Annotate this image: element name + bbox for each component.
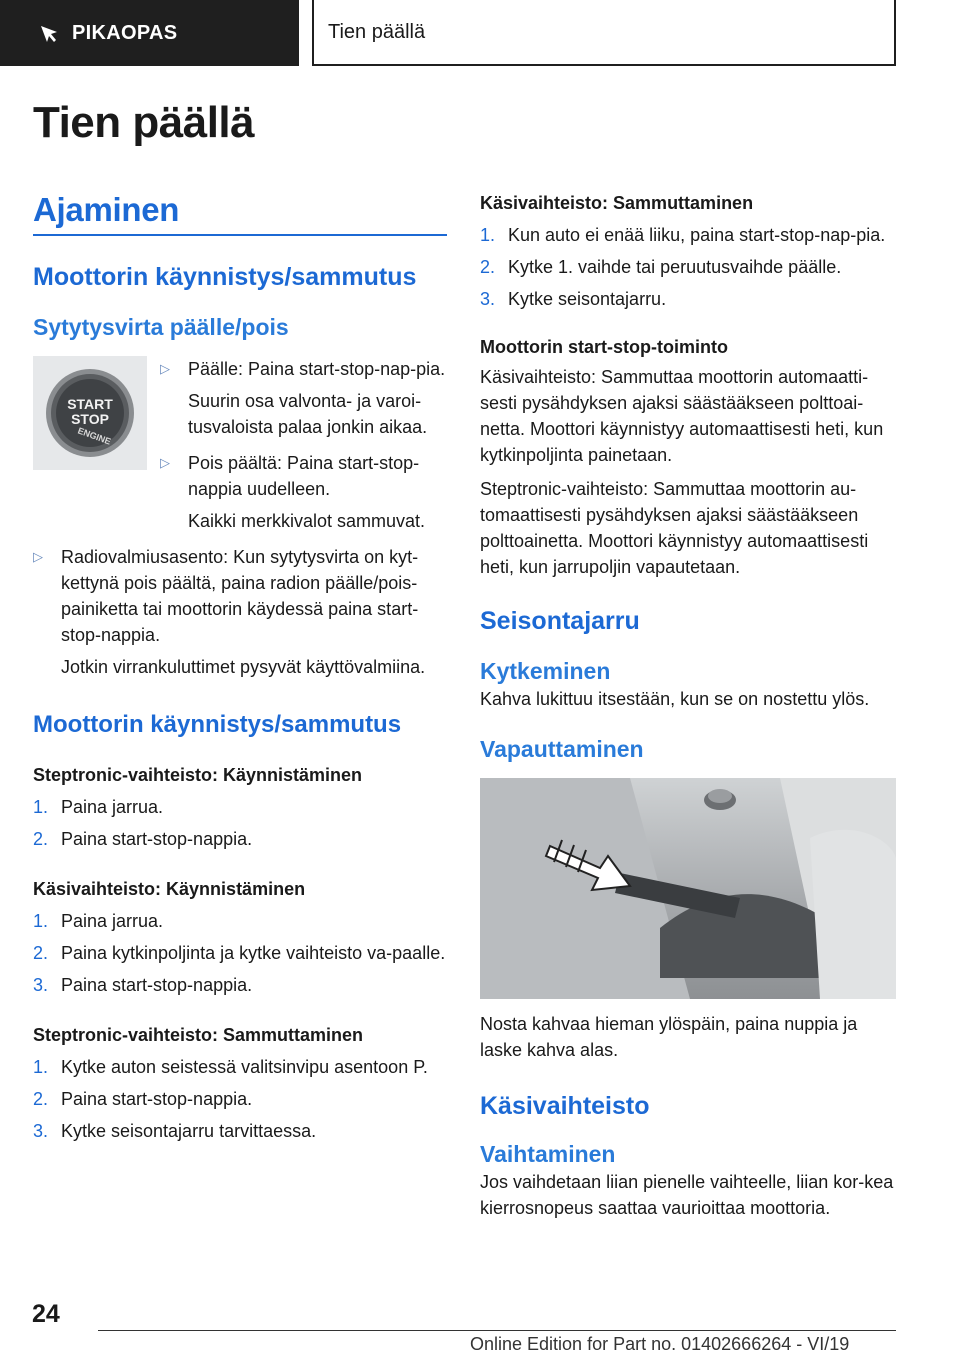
footer-rule	[98, 1330, 896, 1331]
heading-rule	[33, 234, 447, 236]
manual-stop-list	[480, 222, 896, 312]
engaging-text: Kahva lukittuu itsestään, kun se on nostettu ylös.	[480, 689, 870, 709]
svg-text:ENGINE: ENGINE	[76, 425, 113, 447]
steptronic-start-list	[33, 794, 447, 852]
ignition-bullets	[160, 356, 447, 534]
page-title: Tien päällä	[33, 98, 255, 147]
heading-parking-brake: Seisontajarru	[480, 607, 640, 635]
top-bar	[0, 0, 960, 66]
heading-engine-start-stop-2: Moottorin käynnistys/sammutus	[33, 711, 402, 738]
page-number: 24	[32, 1300, 60, 1328]
heading-manual-gearbox: Käsivaihteisto	[480, 1092, 650, 1120]
autostop-manual-text: Käsivaihteisto: Sammuttaa moottorin automaatti-sesti pysähdyksen ajaksi säästääkseen polttoai-netta. Moottori käynnistyy automaattisesti heti, kun kytkinpoljinta painetaan.	[480, 367, 884, 465]
list-item: 3. Kytke seisontajarru tarvittaessa.	[33, 1121, 317, 1141]
list-item: 1. Paina jarrua.	[33, 911, 164, 931]
releasing-text: Nosta kahvaa hieman ylöspäin, paina nuppia ja laske kahva alas.	[480, 1014, 858, 1060]
section-tab-label: Tien päällä	[328, 20, 426, 43]
shifting-text: Jos vaihdetaan liian pienelle vaihteelle, liian kor-kea kierrosnopeus saattaa vaurioittaa moottoria.	[480, 1172, 894, 1218]
heading-releasing: Vapauttaminen	[480, 736, 644, 762]
ignition-block	[33, 356, 447, 534]
quick-guide-tab[interactable]	[0, 0, 299, 66]
autostop-heading: Moottorin start-stop-toiminto	[480, 337, 728, 357]
left-column	[33, 188, 447, 1144]
start-stop-button-image	[33, 356, 147, 470]
list-item: 1. Kun auto ei enää liiku, paina start-stop-nap-pia.	[480, 225, 886, 245]
bullet-off: ▷ Pois päältä: Paina start-stop-nappia uudelleen.	[160, 450, 447, 502]
footer-edition-text: Online Edition for Part no. 01402666264 - VI/19	[470, 1334, 850, 1354]
list-item: 2. Kytke 1. vaihde tai peruutusvaihde päälle.	[480, 257, 842, 277]
right-column	[480, 190, 896, 1221]
svg-text:START: START	[67, 396, 113, 412]
manual-stop-heading: Käsivaihteisto: Sammuttaminen	[480, 193, 754, 213]
steptronic-start-heading: Steptronic-vaihteisto: Käynnistäminen	[33, 765, 363, 785]
quick-guide-label: PIKAOPAS	[72, 21, 178, 44]
triangle-bullet-icon: ▷	[160, 361, 170, 376]
steptronic-stop-list	[33, 1054, 447, 1144]
svg-text:STOP: STOP	[71, 411, 109, 427]
parking-brake-illustration	[480, 778, 896, 999]
list-item: 3. Kytke seisontajarru.	[480, 289, 667, 309]
bullet-radio: ▷ Radiovalmiusasento: Kun sytytysvirta on kyt-kettynä pois päältä, paina radion päälle/pois-painiketta tai moottorin käydessä paina start-stop-nappia.	[33, 544, 447, 648]
heading-engine-start-stop: Moottorin käynnistys/sammutus	[33, 263, 417, 291]
heading-shifting: Vaihtaminen	[480, 1141, 616, 1167]
quick-guide-icon	[38, 22, 60, 44]
list-item: 1. Paina jarrua.	[33, 797, 164, 817]
triangle-bullet-icon: ▷	[160, 455, 170, 470]
bullet-on-note: Suurin osa valvonta- ja varoi-tusvaloista palaa jonkin aikaa.	[188, 391, 428, 437]
parking-brake-photo	[480, 778, 896, 999]
list-item: 2. Paina start-stop-nappia.	[33, 829, 253, 849]
manual-start-list	[33, 908, 447, 998]
triangle-bullet-icon: ▷	[33, 549, 43, 564]
list-item: 1. Kytke auton seistessä valitsinvipu asentoon P.	[33, 1057, 428, 1077]
bullet-on: ▷ Päälle: Paina start-stop-nap-pia.	[160, 356, 447, 382]
heading-ignition: Sytytysvirta päälle/pois	[33, 314, 289, 340]
bullet-off-note: Kaikki merkkivalot sammuvat.	[188, 511, 426, 531]
heading-ajaminen: Ajaminen	[33, 191, 180, 228]
list-item: 3. Paina start-stop-nappia.	[33, 975, 253, 995]
bullet-radio-note: Jotkin virrankuluttimet pysyvät käyttövalmiina.	[61, 657, 426, 677]
list-item: 2. Paina kytkinpoljinta ja kytke vaihteisto va-paalle.	[33, 943, 446, 963]
start-stop-button-icon	[44, 367, 136, 459]
steptronic-stop-heading: Steptronic-vaihteisto: Sammuttaminen	[33, 1025, 364, 1045]
manual-start-heading: Käsivaihteisto: Käynnistäminen	[33, 879, 306, 899]
section-tab[interactable]	[312, 0, 896, 66]
list-item: 2. Paina start-stop-nappia.	[33, 1089, 253, 1109]
heading-engaging: Kytkeminen	[480, 658, 611, 684]
autostop-steptronic-text: Steptronic-vaihteisto: Sammuttaa moottorin au-tomaattisesti pysähdyksen ajaksi säästääkseen polttoainetta. Moottori käynnistyy automaattisesti heti, kun jarrupoljin vapautetaan.	[480, 479, 869, 577]
